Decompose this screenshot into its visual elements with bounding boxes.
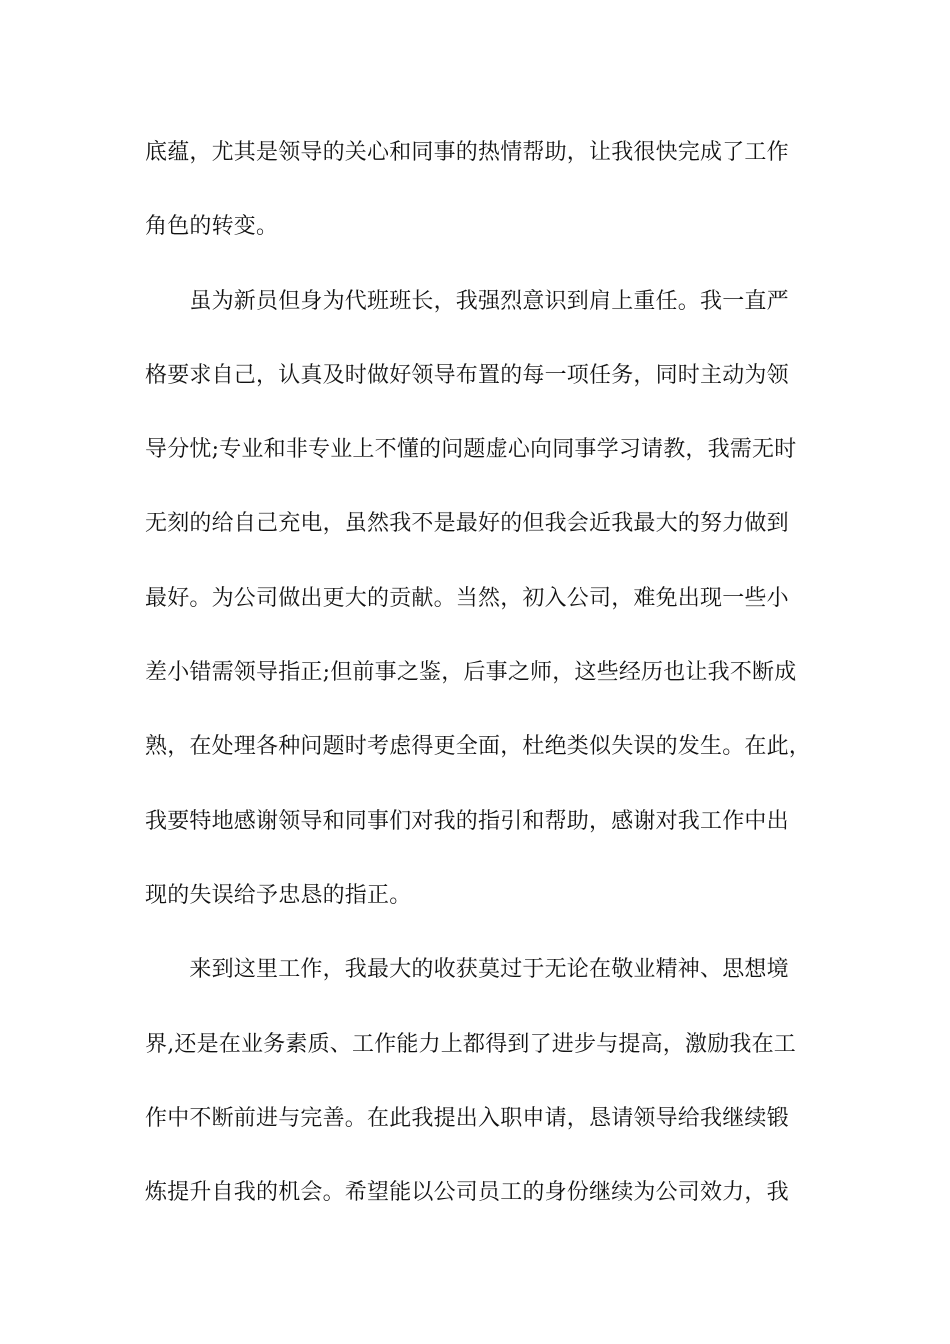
text-line: 底蕴，尤其是领导的关心和同事的热情帮助，让我很快完成了工作 (145, 140, 789, 165)
text-line: 界,还是在业务素质、工作能力上都得到了进步与提高，激励我在工 (145, 1031, 796, 1057)
text-line: 最好。为公司做出更大的贡献。当然，初入公司，难免出现一些小 (145, 585, 789, 611)
text-line: 来到这里工作，我最大的收获莫过于无论在敬业精神、思想境 (145, 957, 789, 983)
text-line: 炼提升自我的机会。希望能以公司员工的身份继续为公司效力，我 (145, 1180, 789, 1206)
text-line: 作中不断前进与完善。在此我提出入职申请，恳请领导给我继续锻 (145, 1105, 789, 1131)
document-body (145, 128, 810, 1242)
text-line: 现的失误给予忠恳的指正。 (145, 882, 412, 908)
text-line: 我要特地感谢领导和同事们对我的指引和帮助，感谢对我工作中出 (145, 808, 789, 834)
text-line: 差小错需领导指正;但前事之鉴，后事之师，这些经历也让我不断成 (145, 660, 797, 686)
text-line: 导分忧;专业和非专业上不懂的问题虚心向同事学习请教，我需无时 (145, 437, 797, 463)
text-line: 无刻的给自己充电，虽然我不是最好的但我会近我最大的努力做到 (145, 511, 789, 537)
text-line: 格要求自己，认真及时做好领导布置的每一项任务，同时主动为领 (145, 362, 789, 388)
text-line: 虽为新员但身为代班班长，我强烈意识到肩上重任。我一直严 (145, 288, 789, 314)
text-line: 熟，在处理各种问题时考虑得更全面，杜绝类似失误的发生。在此， (145, 734, 812, 760)
text-line: 角色的转变。 (145, 214, 279, 240)
